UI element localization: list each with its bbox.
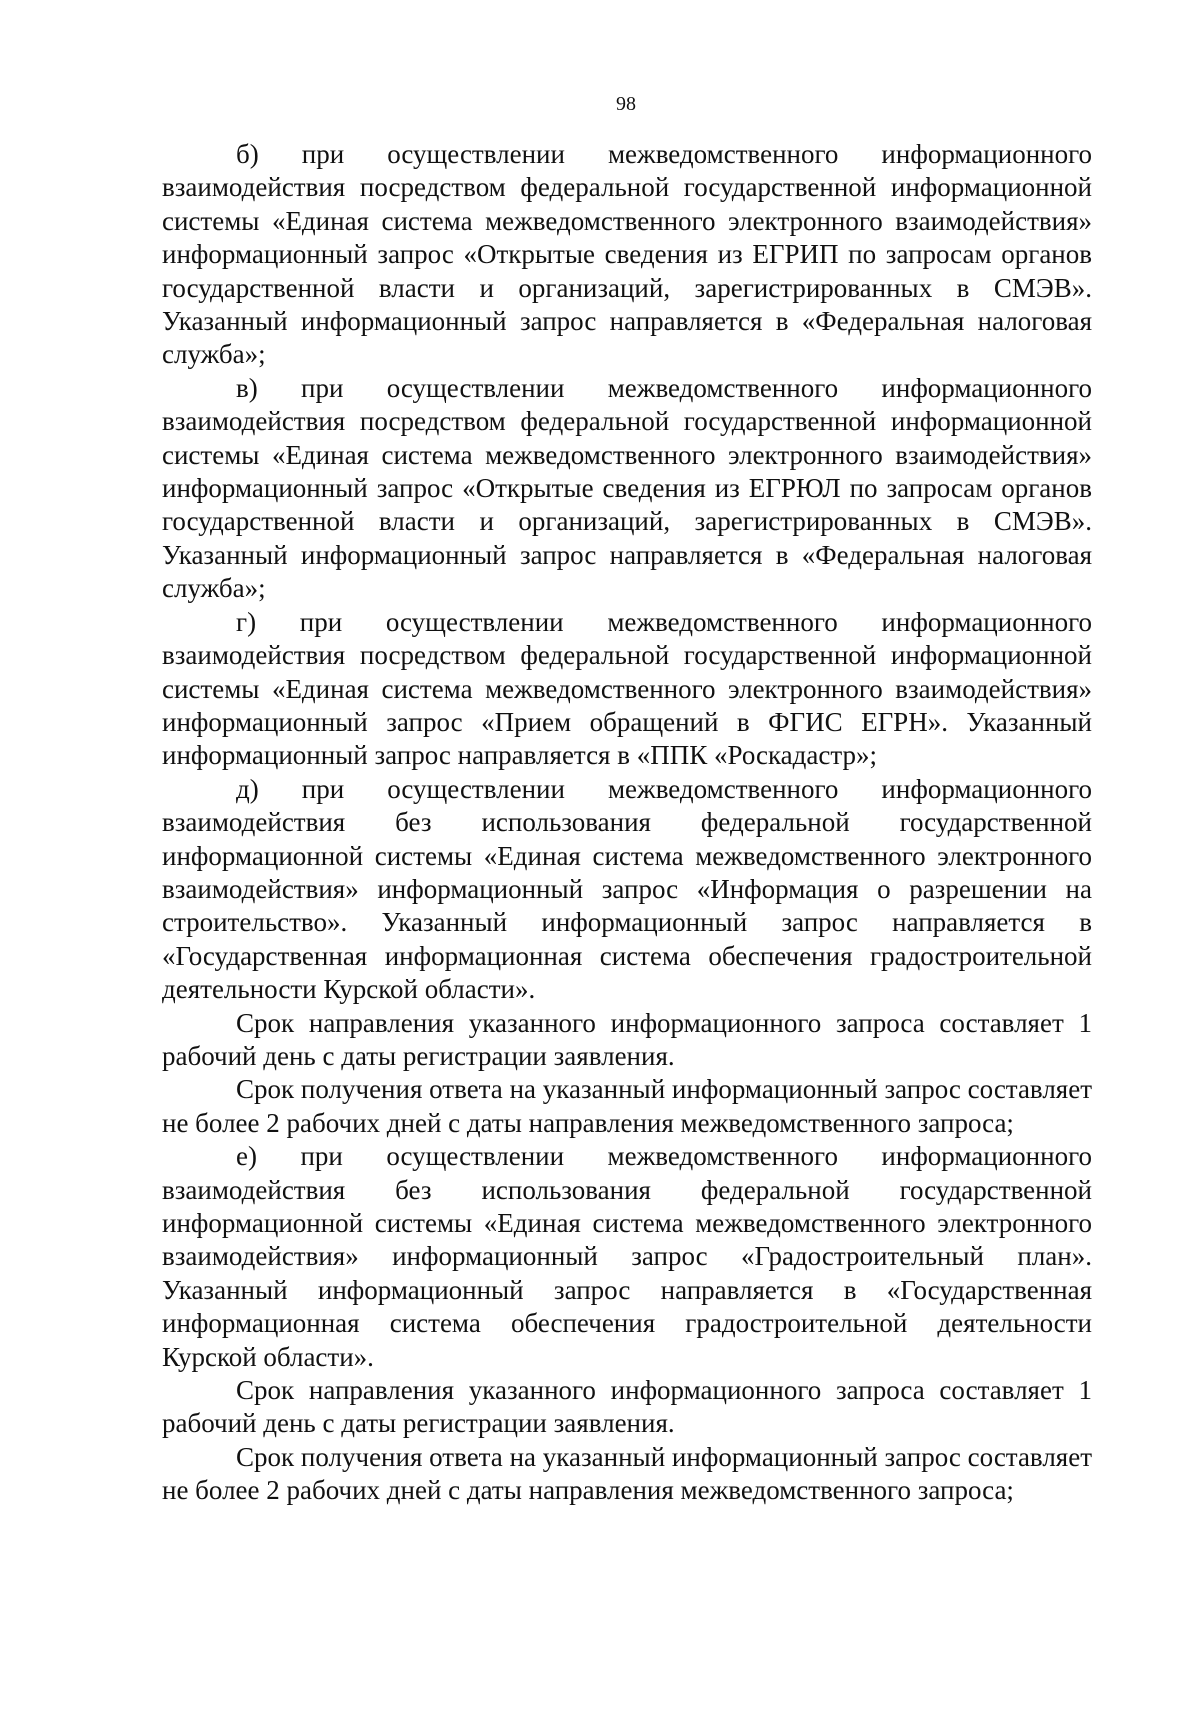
paragraph-e: е) при осуществлении межведомственного информационного взаимодействия без использования федеральной государственной информационной системы «Единая система межведомственного электронного взаимодействия» информационный запрос «Градостроительный план». Указанный информационный запрос направляется в «Государственная информационная система обеспечения градостроительной деятельности Курской области». [162, 1141, 1092, 1372]
document-body [162, 138, 1092, 1508]
paragraph-response-deadline-2: Срок получения ответа на указанный информационный запрос составляет не более 2 рабочих дней с даты направления межведомственного запроса; [162, 1441, 1092, 1506]
paragraph-d: д) при осуществлении межведомственного информационного взаимодействия без использования федеральной государственной информационной системы «Единая система межведомственного электронного взаимодействия» информационный запрос «Информация о разрешении на строительство». Указанный информационный запрос направляется в «Государственная информационная система обеспечения градостроительной деятельности Курской области». [162, 773, 1092, 1005]
paragraph-request-deadline-2: Срок направления указанного информационного запроса составляет 1 рабочий день с даты регистрации заявления. [162, 1375, 1092, 1439]
paragraph-response-deadline-1: Срок получения ответа на указанный информационный запрос составляет не более 2 рабочих дней с даты направления межведомственного запроса; [162, 1074, 1092, 1138]
paragraph-v: в) при осуществлении межведомственного информационного взаимодействия посредством федеральной государственной информационной системы «Единая система межведомственного электронного взаимодействия» информационный запрос «Открытые сведения из ЕГРЮЛ по запросам органов государственной власти и организаций, зарегистрированных в СМЭВ». Указанный информационный запрос направляется в «Федеральная налоговая служба»; [162, 372, 1092, 604]
page-number: 98 [616, 93, 636, 115]
paragraph-request-deadline-1: Срок направления указанного информационного запроса составляет 1 рабочий день с даты регистрации заявления. [162, 1007, 1092, 1071]
paragraph-g: г) при осуществлении межведомственного информационного взаимодействия посредством федеральной государственной информационной системы «Единая система межведомственного электронного взаимодействия» информационный запрос «Прием обращений в ФГИС ЕГРН». Указанный информационный запрос направляется в «ППК «Роскадастр»; [162, 606, 1092, 771]
paragraph-b: б) при осуществлении межведомственного информационного взаимодействия посредством федеральной государственной информационной системы «Единая система межведомственного электронного взаимодействия» информационный запрос «Открытые сведения из ЕГРИП по запросам органов государственной власти и организаций, зарегистрированных в СМЭВ». Указанный информационный запрос направляется в «Федеральная налоговая служба»; [162, 139, 1092, 370]
